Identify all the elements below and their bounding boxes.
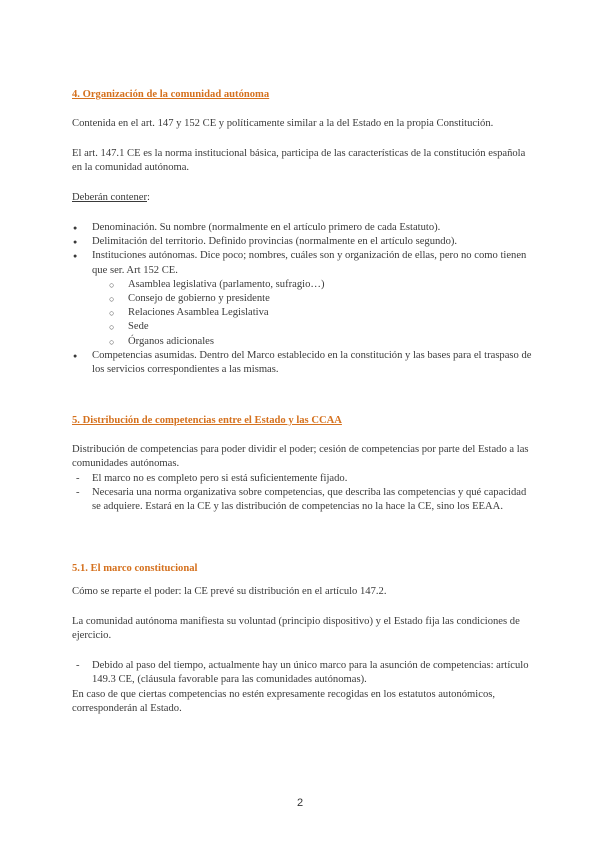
deberan-contener-text: Deberán contener [72,192,147,203]
sub-list-item: ○ Órganos adicionales [92,335,532,349]
institutions-sublist [92,278,532,349]
bullet-text: Denominación. Su nombre (normalmente en el artículo primero de cada Estatuto). [92,222,441,233]
section-5-paragraph-1: Distribución de competencias para poder dividir el poder; cesión de competencias por parte del Estado a las comunidades autónomas. [72,444,529,470]
sub-list-item: ○ Asamblea legislativa (parlamento, sufragio…) [92,278,532,292]
section-4-heading: 4. Organización de la comunidad autónoma [72,89,270,100]
sub-list-item: ○ Relaciones Asamblea Legislativa [92,306,532,320]
section-4-paragraph-2: El art. 147.1 CE es la norma institucional básica, participa de las características de la constitución española en la comunidad autónoma. [72,148,526,174]
list-item [72,249,532,348]
section-5-dash-list [72,472,532,515]
bullet-text: Delimitación del territorio. Definido provincias (normalmente en el artículo segundo). [92,236,458,248]
dash-item: - Debido al paso del tiempo, actualmente hay un único marco para la asunción de competencias: artículo 149.3 CE, (cláusula favorable para las comunidades autónomas). [72,659,532,687]
section-5-1-paragraph-2: La comunidad autónoma manifiesta su voluntad (principio dispositivo) y el Estado fija las condiciones de ejercicio. [72,616,520,642]
list-item [72,349,532,377]
section-5-1-dash-list [72,659,532,687]
section-4-paragraph-1: Contenida en el art. 147 y 152 CE y políticamente similar a la del Estado en la propia Constitución. [72,118,494,129]
dash-item: - El marco no es completo pero si está suficientemente fijado. [72,472,532,486]
section-5-1-paragraph-1: Cómo se reparte el poder: la CE prevé su distribución en el artículo 147.2. [72,586,387,597]
dash-item: - Necesaria una norma organizativa sobre competencias, que describa las competencias y qué capacidad se adquiere. Estará en la CE y las distribución de competencias no la hace la CE, sino los EEAA. [72,486,532,514]
list-item [72,235,532,249]
page-number: 2 [296,797,304,809]
sub-list-item: ○ Sede [92,320,532,334]
section-5-heading: 5. Distribución de competencias entre el Estado y las CCAA [72,415,342,426]
bullet-text: Instituciones autónomas. Dice poco; nombres, cuáles son y organización de ellas, pero no como tienen que ser. Art 152 CE. [92,250,527,276]
bullet-text: Competencias asumidas. Dentro del Marco establecido en la constitución y las bases para el traspaso de los servicios correspondientes a las mismas. [92,349,532,376]
list-item [72,221,532,235]
section-5-1-heading: 5.1. El marco constitucional [72,563,198,574]
deberan-colon: : [147,192,150,203]
sub-list-item: ○ Consejo de gobierno y presidente [92,292,532,306]
section-4-bullet-list [72,221,532,377]
section-5-1-paragraph-3: En caso de que ciertas competencias no estén expresamente recogidas en los estatutos autonómicos, corresponderán al Estado. [72,689,496,715]
deberan-contener-label [72,191,532,205]
